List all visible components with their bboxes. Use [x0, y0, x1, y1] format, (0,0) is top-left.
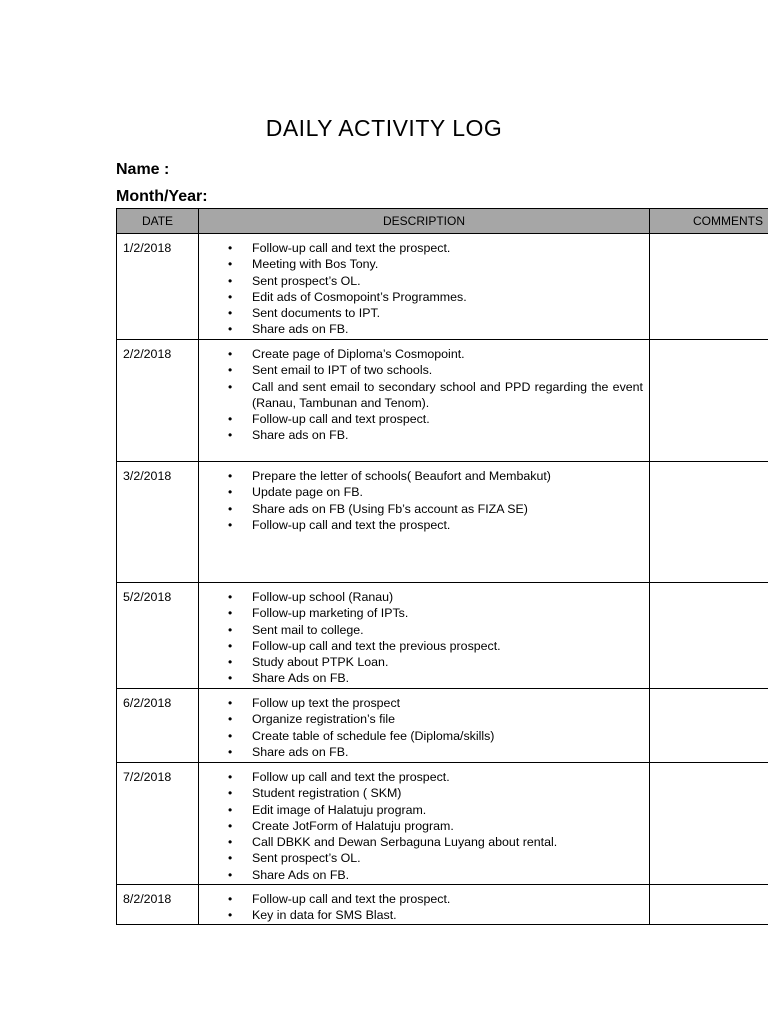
bullet-icon: • — [228, 590, 233, 604]
task-text: Key in data for SMS Blast. — [252, 908, 397, 923]
bullet-icon: • — [228, 835, 233, 850]
task-text: Share ads on FB. — [252, 322, 349, 337]
task-item — [199, 744, 643, 760]
bullet-icon: • — [228, 412, 233, 427]
task-text: Meeting with Bos Tony. — [252, 257, 379, 272]
bullet-icon: • — [228, 712, 233, 727]
task-item — [199, 654, 643, 670]
comments-column-header: COMMENTS — [650, 209, 768, 234]
task-text: Organize registration’s file — [252, 712, 396, 727]
bullet-icon: • — [228, 257, 233, 272]
comments-cell[interactable] — [650, 340, 768, 462]
task-item — [199, 468, 643, 484]
task-text: Follow-up school (Ranau) — [252, 590, 394, 604]
task-text: Follow-up call and text the prospect. — [252, 517, 451, 532]
task-item — [199, 362, 643, 378]
task-item — [199, 622, 643, 638]
task-text: Follow-up call and text prospect. — [252, 412, 430, 427]
description-cell — [199, 340, 650, 462]
task-text: Share Ads on FB. — [252, 671, 350, 686]
bullet-icon: • — [228, 802, 233, 817]
comments-cell[interactable] — [650, 583, 768, 689]
month-year-label: Month/Year: — [116, 188, 208, 205]
task-item — [199, 305, 643, 321]
description-cell — [199, 462, 650, 583]
bullet-icon: • — [228, 485, 233, 500]
task-item — [199, 670, 643, 686]
table-row — [117, 885, 768, 925]
task-text: Update page on FB. — [252, 485, 363, 500]
task-text: Edit ads of Cosmopoint’s Programmes. — [252, 289, 467, 304]
task-item — [199, 728, 643, 744]
bullet-icon: • — [228, 289, 233, 304]
task-item — [199, 379, 643, 412]
task-item — [199, 411, 643, 427]
task-list — [199, 240, 643, 338]
task-text: Follow-up call and text the prospect. — [252, 892, 451, 906]
comments-cell[interactable] — [650, 462, 768, 583]
task-item — [199, 427, 643, 443]
task-text: Follow up call and text the prospect. — [252, 770, 450, 784]
name-label: Name : — [116, 161, 170, 178]
task-item — [199, 484, 643, 500]
comments-cell[interactable] — [650, 763, 768, 885]
task-item — [199, 711, 643, 727]
task-text: Call DBKK and Dewan Serbaguna Luyang about rental. — [252, 835, 558, 850]
task-item — [199, 273, 643, 289]
bullet-icon: • — [228, 786, 233, 801]
table-row — [117, 689, 768, 763]
task-item — [199, 695, 643, 711]
task-item — [199, 321, 643, 337]
description-cell — [199, 689, 650, 763]
task-item — [199, 605, 643, 621]
task-list — [199, 346, 643, 444]
bullet-icon: • — [228, 744, 233, 759]
bullet-icon: • — [228, 908, 233, 923]
table-row — [117, 234, 768, 340]
table-row — [117, 462, 768, 583]
task-list — [199, 695, 643, 760]
bullet-icon: • — [228, 501, 233, 516]
task-text: Share ads on FB. — [252, 428, 349, 443]
task-item — [199, 802, 643, 818]
date-cell: 6/2/2018 — [117, 689, 199, 763]
bullet-icon: • — [228, 638, 233, 653]
description-cell — [199, 885, 650, 925]
task-item — [199, 346, 643, 362]
description-column-header: DESCRIPTION — [199, 209, 650, 234]
bullet-icon: • — [228, 241, 233, 255]
task-list — [199, 891, 643, 924]
table-header-row — [117, 209, 768, 234]
task-text: Sent prospect’s OL. — [252, 273, 361, 288]
date-cell: 8/2/2018 — [117, 885, 199, 925]
bullet-icon: • — [228, 655, 233, 670]
task-text: Sent documents to IPT. — [252, 306, 381, 321]
date-cell: 2/2/2018 — [117, 340, 199, 462]
task-text: Follow-up call and text the prospect. — [252, 241, 451, 255]
bullet-icon: • — [228, 347, 233, 361]
activity-log-table — [116, 208, 768, 925]
task-text: Follow up text the prospect — [252, 696, 401, 710]
comments-cell[interactable] — [650, 689, 768, 763]
task-text: Prepare the letter of schools( Beaufort and Membakut) — [252, 469, 551, 483]
task-item — [199, 834, 643, 850]
date-column-header: DATE — [117, 209, 199, 234]
task-item — [199, 501, 643, 517]
bullet-icon: • — [228, 322, 233, 337]
table-row — [117, 583, 768, 689]
task-text: Call and sent email to secondary school and PPD regarding the event (Ranau, Tambunan and Tenom). — [252, 379, 643, 410]
description-cell — [199, 763, 650, 885]
task-text: Sent email to IPT of two schools. — [252, 363, 433, 378]
task-list — [199, 589, 643, 687]
date-cell: 5/2/2018 — [117, 583, 199, 689]
bullet-icon: • — [228, 622, 233, 637]
table-row — [117, 340, 768, 462]
date-cell: 3/2/2018 — [117, 462, 199, 583]
task-item — [199, 638, 643, 654]
bullet-icon: • — [228, 379, 233, 394]
task-item — [199, 240, 643, 256]
task-text: Create page of Diploma’s Cosmopoint. — [252, 347, 465, 361]
description-cell — [199, 583, 650, 689]
task-text: Create table of schedule fee (Diploma/skills) — [252, 728, 495, 743]
bullet-icon: • — [228, 273, 233, 288]
task-text: Create JotForm of Halatuju program. — [252, 818, 454, 833]
task-item — [199, 785, 643, 801]
task-text: Student registration ( SKM) — [252, 786, 402, 801]
bullet-icon: • — [228, 867, 233, 882]
bullet-icon: • — [228, 469, 233, 483]
bullet-icon: • — [228, 428, 233, 443]
task-item — [199, 850, 643, 866]
table-body — [117, 234, 768, 925]
task-item — [199, 517, 643, 533]
bullet-icon: • — [228, 671, 233, 686]
task-item — [199, 256, 643, 272]
task-item — [199, 891, 643, 907]
date-cell: 7/2/2018 — [117, 763, 199, 885]
task-item — [199, 867, 643, 883]
bullet-icon: • — [228, 363, 233, 378]
bullet-icon: • — [228, 696, 233, 710]
task-list — [199, 468, 643, 533]
task-text: Sent mail to college. — [252, 622, 364, 637]
comments-cell[interactable] — [650, 234, 768, 340]
task-list — [199, 769, 643, 883]
bullet-icon: • — [228, 728, 233, 743]
task-text: Share ads on FB. — [252, 744, 349, 759]
task-item — [199, 818, 643, 834]
task-item — [199, 289, 643, 305]
document-title: DAILY ACTIVITY LOG — [265, 115, 503, 141]
task-text: Follow-up call and text the previous prospect. — [252, 638, 501, 653]
task-text: Share Ads on FB. — [252, 867, 350, 882]
bullet-icon: • — [228, 770, 233, 784]
task-text: Follow-up marketing of IPTs. — [252, 606, 409, 621]
table-header — [117, 209, 768, 234]
table-row — [117, 763, 768, 885]
comments-cell[interactable] — [650, 885, 768, 925]
task-text: Edit image of Halatuju program. — [252, 802, 427, 817]
bullet-icon: • — [228, 892, 233, 906]
bullet-icon: • — [228, 606, 233, 621]
bullet-icon: • — [228, 818, 233, 833]
bullet-icon: • — [228, 517, 233, 532]
task-item — [199, 769, 643, 785]
date-cell: 1/2/2018 — [117, 234, 199, 340]
task-text: Study about PTPK Loan. — [252, 655, 389, 670]
bullet-icon: • — [228, 851, 233, 866]
task-item — [199, 589, 643, 605]
bullet-icon: • — [228, 306, 233, 321]
task-text: Share ads on FB (Using Fb’s account as FIZA SE) — [252, 501, 528, 516]
task-item — [199, 907, 643, 923]
description-cell — [199, 234, 650, 340]
task-text: Sent prospect’s OL. — [252, 851, 361, 866]
